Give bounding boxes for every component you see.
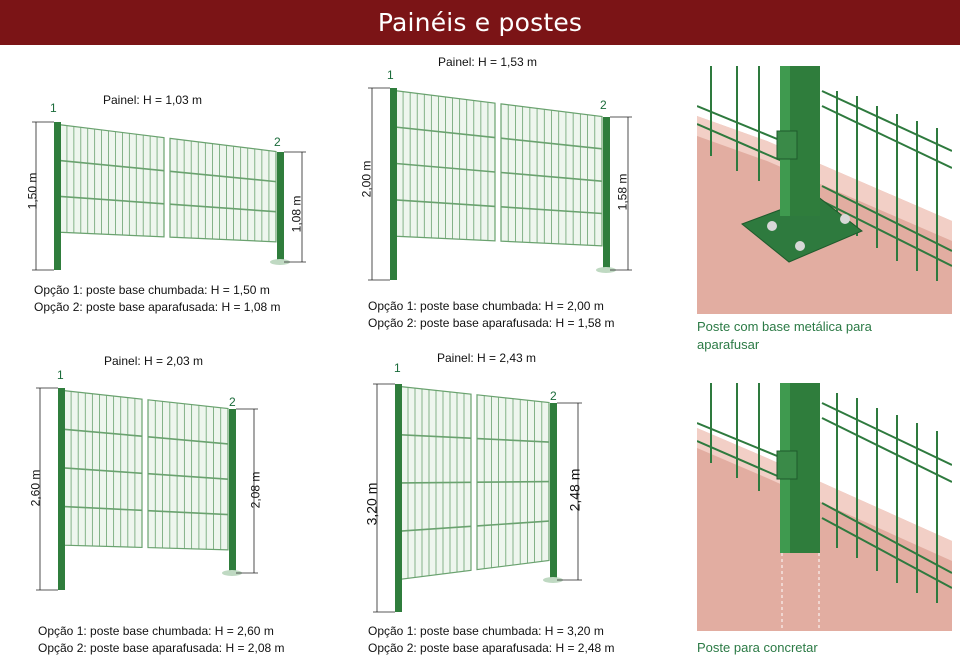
post-1-number: 1 [394,361,401,375]
option-2-text: Opção 2: poste base aparafusada: H = 1,08 m [34,300,281,314]
post-2-number: 2 [229,395,236,409]
panel-height-label: Painel: H = 1,53 m [438,55,538,69]
option-1-text: Opção 1: poste base chumbada: H = 2,00 m [368,299,604,313]
post-2-height-dimension: 2,08 m [248,471,263,509]
post-2-height-dimension: 1,58 m [615,173,630,211]
post-1-height-dimension: 1,50 m [25,172,40,210]
post-1-number: 1 [387,68,394,82]
post-2-height-dimension: 1,08 m [289,195,304,233]
post-1-height-dimension: 2,00 m [359,160,374,198]
concrete-post-caption: Poste para concretar [697,640,818,655]
post-options [38,623,285,657]
option-1-text: Opção 1: poste base chumbada: H = 1,50 m [34,283,270,297]
panel-height-label: Painel: H = 1,03 m [103,93,203,107]
panel-height-label: Painel: H = 2,43 m [437,351,537,365]
option-1-text: Opção 1: poste base chumbada: H = 2,60 m [38,624,274,638]
option-2-text: Opção 2: poste base aparafusada: H = 1,58 m [368,316,615,330]
concrete-post-photo [697,383,952,631]
post-2-number: 2 [600,98,607,112]
option-1-text: Opção 1: poste base chumbada: H = 3,20 m [368,624,604,638]
post-1-number: 1 [57,368,64,382]
option-2-text: Opção 2: poste base aparafusada: H = 2,08 m [38,641,285,655]
post-1-height-dimension: 3,20 m [363,482,380,526]
bolted-post-photo [697,66,952,314]
post-1-number: 1 [50,101,57,115]
post-1-height-dimension: 2,60 m [28,469,43,507]
post-2-height-dimension: 2,48 m [566,468,583,512]
bolted-post-caption: Poste com base metálica para aparafusar [697,319,872,352]
post-options [368,623,615,657]
post-2-number: 2 [550,389,557,403]
page-title: Painéis e postes [377,8,583,37]
panel-height-label: Painel: H = 2,03 m [104,354,204,368]
option-2-text: Opção 2: poste base aparafusada: H = 2,48 m [368,641,615,655]
post-2-number: 2 [274,135,281,149]
